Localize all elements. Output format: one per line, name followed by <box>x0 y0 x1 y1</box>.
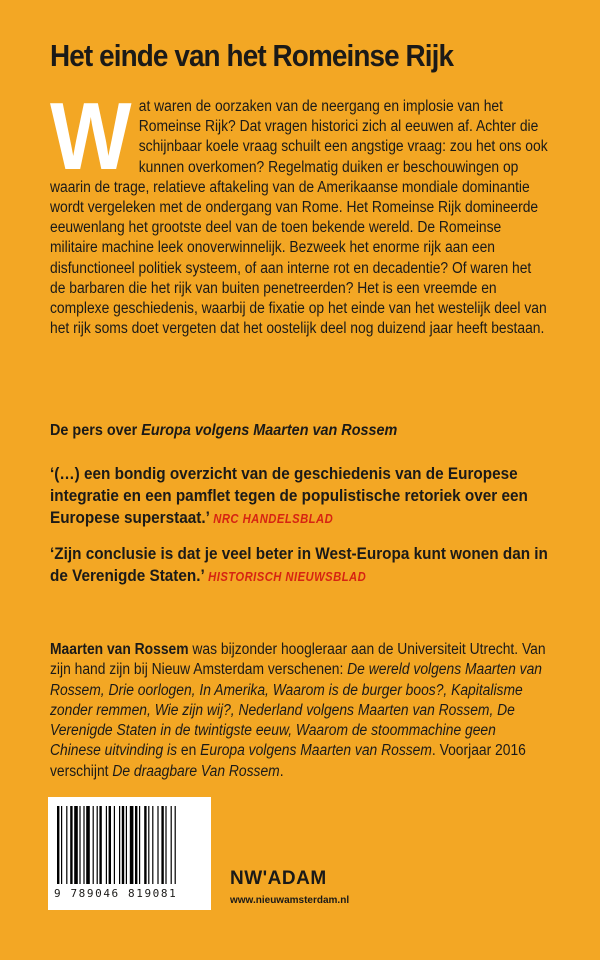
author-name: Maarten van Rossem <box>50 641 189 658</box>
barcode-bar <box>135 806 137 884</box>
publisher-logo: NW'ADAM <box>230 868 327 889</box>
bio-text: was bijzonder hoogleraar aan de Universiteit Utrecht. Van zijn hand zijn bij Nieuw Amsterdam verschenen: <box>50 641 546 679</box>
barcode-bars <box>57 806 203 884</box>
barcode-bar <box>119 806 120 884</box>
press-heading-book: Europa volgens Maarten van Rossem <box>141 422 398 439</box>
barcode-bar <box>126 806 127 884</box>
press-heading <box>50 422 397 440</box>
barcode-bar <box>83 806 84 884</box>
intro-body: at waren de oorzaken van de neergang en implosie van het Romeinse Rijk? Dat vragen historici zich al eeuwen af. Achter die schijnbaar koele vraag schuilt een angstige vraag: zou het ons ook kunnen overkomen? Regelmatig duiken er beschouwingen op waarin de trage, relatieve aftakeling van de Amerikaanse mondiale dominantie wordt vergeleken met de ondergang van Rome. Het Romeinse Rijk domineerde eeuwenlang het grootste deel van de toen bekende wereld. De Romeinse militaire machine leek onoverwinnelijk. Bezweek het enorme rijk aan een disfunctioneel politiek systeem, of aan interne rot en decadentie? Of waren het de barbaren die het rijk van buiten penetreerden? Het is een vreemde en complexe geschiedenis, waarbij de fixatie op het einde van het westelijk deel van het rijk soms doet vergeten dat het oostelijk deel nog duizend jaar heeft bestaan. <box>50 98 548 338</box>
barcode-bar <box>161 806 163 884</box>
barcode-bar <box>66 806 67 884</box>
barcode-bar <box>97 806 98 884</box>
press-quote-1 <box>50 463 550 530</box>
book-europa: Europa volgens Maarten van Rossem <box>200 742 432 760</box>
isbn-number: 9 789046 819081 <box>54 887 178 900</box>
publisher-website: www.nieuwamsterdam.nl <box>230 895 350 906</box>
press-quote-2 <box>50 543 550 588</box>
barcode-bar <box>175 806 176 884</box>
barcode-bar <box>165 806 166 884</box>
book-list: De wereld volgens Maarten van Rossem, Drie oorlogen, In Amerika, Waarom is de burger boos?, Kapitalisme zonder remmen, Wie zijn wij?, Nederland volgens Maarten van Rossem, De Verenigde Staten in de twintigste eeuw, Waarom de stoommachine geen Chinese uitvinding is <box>50 661 542 760</box>
book-title: Het einde van het Romeinse Rijk <box>50 38 454 73</box>
bio-text: en <box>177 742 201 760</box>
barcode-bar <box>74 806 78 884</box>
barcode-bar <box>99 806 101 884</box>
barcode-bar <box>70 806 72 884</box>
barcode-bar <box>130 806 134 884</box>
barcode-bar <box>122 806 124 884</box>
quote-text: ‘Zijn conclusie is dat je veel beter in West-Europa kunt wonen dan in de Verenigde Staten.’ <box>50 544 548 585</box>
quote-source: NRC HANDELSBLAD <box>213 512 334 526</box>
barcode-bar <box>57 806 59 884</box>
press-heading-prefix: De pers over <box>50 422 142 439</box>
barcode-bar <box>93 806 94 884</box>
bio-text: . <box>279 762 284 780</box>
quote-text: ‘(…) een bondig overzicht van de geschiedenis van de Europese integratie en een pamflet tegen de populistische retoriek over een Europese superstaat.’ <box>50 464 528 527</box>
barcode-bar <box>139 806 140 884</box>
bio-text: . Voorjaar 2016 verschijnt <box>50 742 526 780</box>
barcode-bar <box>114 806 115 884</box>
barcode-bar <box>171 806 172 884</box>
barcode-bar <box>86 806 90 884</box>
barcode-bar <box>106 806 107 884</box>
drop-cap: W <box>50 83 127 190</box>
barcode-bar <box>61 806 62 884</box>
barcode-bar <box>109 806 111 884</box>
barcode <box>48 797 211 910</box>
upcoming-book: De draagbare Van Rossem <box>112 762 280 780</box>
intro-text <box>50 83 550 339</box>
barcode-bar <box>152 806 153 884</box>
barcode-bar <box>144 806 146 884</box>
barcode-bar <box>157 806 158 884</box>
author-bio <box>50 640 550 782</box>
barcode-bar <box>148 806 149 884</box>
quote-source: HISTORISCH NIEUWSBLAD <box>208 570 367 584</box>
barcode-bar <box>79 806 80 884</box>
